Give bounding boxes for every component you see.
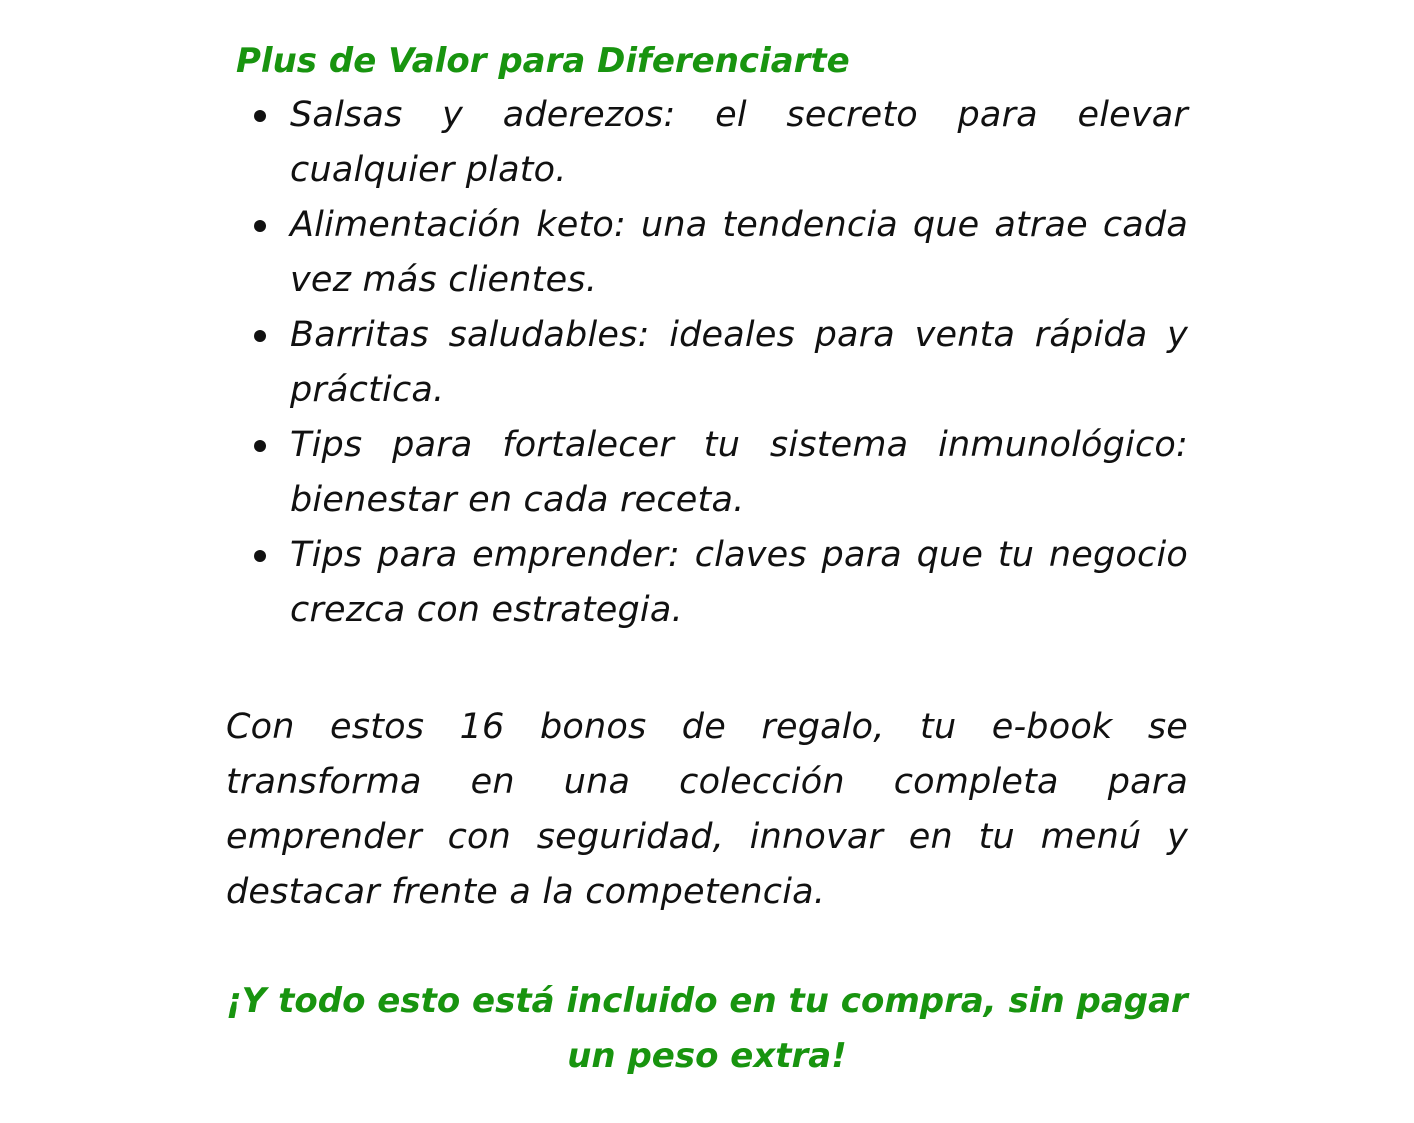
bonus-text: Alimentación keto: una tendencia que atrae cada vez más clientes. (290, 205, 1188, 300)
bullet-dot-icon (254, 220, 266, 232)
summary-paragraph: Con estos 16 bonos de regalo, tu e-book se transforma en una colección completa para emprender con seguridad, innovar en tu menú y destacar frente a la competencia. (226, 707, 1188, 912)
bonus-list-item (226, 528, 1188, 638)
bullet-dot-icon (254, 550, 266, 562)
bullet-dot-icon (254, 330, 266, 342)
bonus-text: Tips para fortalecer tu sistema inmunológico: bienestar en cada receta. (290, 425, 1188, 520)
bonus-text: Salsas y aderezos: el secreto para elevar cualquier plato. (290, 95, 1188, 190)
bullet-dot-icon (254, 440, 266, 452)
bonus-list (226, 88, 1188, 638)
bonus-list-item (226, 308, 1188, 418)
bonus-list-item (226, 88, 1188, 198)
bonus-list-item (226, 198, 1188, 308)
bonus-list-item (226, 418, 1188, 528)
document-content (226, 36, 1188, 1084)
bullet-dot-icon (254, 110, 266, 122)
bonus-text: Barritas saludables: ideales para venta rápida y práctica. (290, 315, 1188, 410)
bonus-text: Tips para emprender: claves para que tu negocio crezca con estrategia. (290, 535, 1188, 630)
closing-statement: ¡Y todo esto está incluido en tu compra, sin pagar un peso extra! (226, 981, 1188, 1076)
section-heading: Plus de Valor para Diferenciarte (236, 41, 850, 81)
